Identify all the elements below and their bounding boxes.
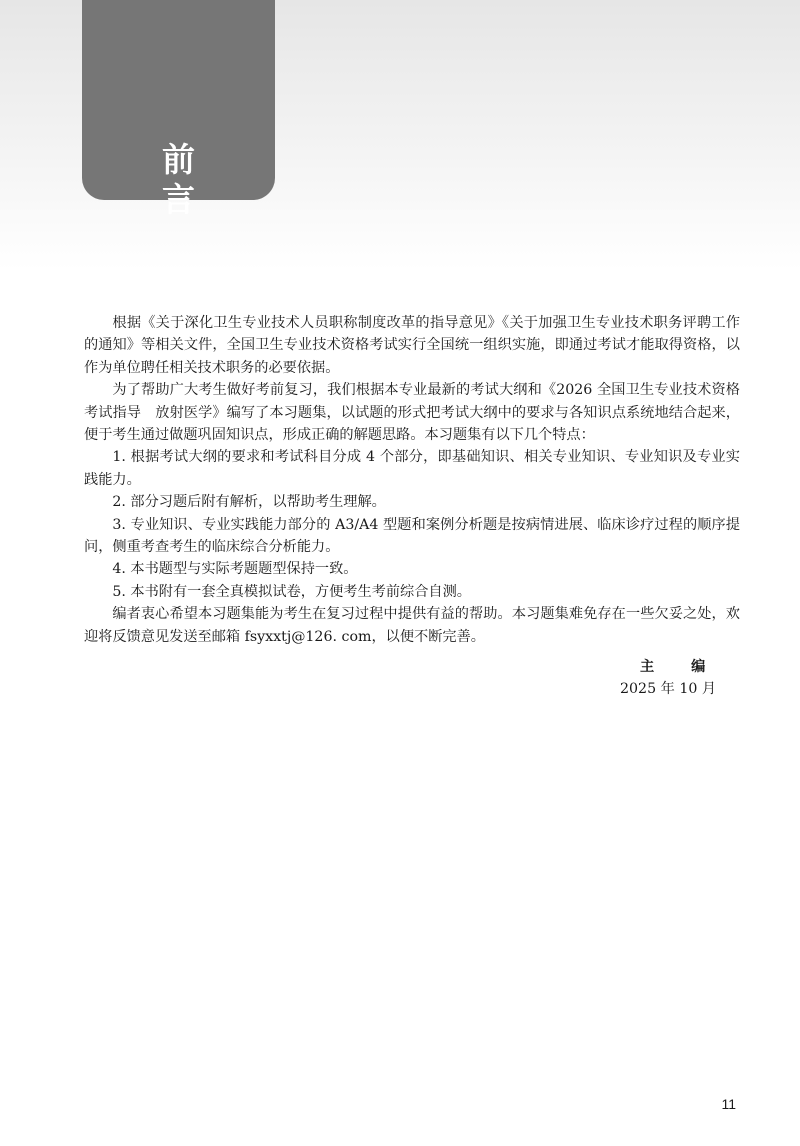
- editor-label: 主 编: [640, 659, 722, 675]
- feature-item-1: 1. 根据考试大纲的要求和考试科目分成 4 个部分，即基础知识、相关专业知识、专业知识及专业实践能力。: [84, 449, 740, 488]
- paragraph-intro: 根据《关于深化卫生专业技术人员职称制度改革的指导意见》《关于加强卫生专业技术职务评聘工作的通知》等相关文件，全国卫生专业技术资格考试实行全国统一组织实施，即通过考试才能取得资格，以作为单位聘任相关技术职务的必要依据。: [84, 315, 740, 376]
- feature-item-4: 4. 本书题型与实际考题题型保持一致。: [112, 561, 358, 578]
- feature-item-2: 2. 部分习题后附有解析，以帮助考生理解。: [112, 494, 386, 511]
- signature-date: 2025 年 10 月: [620, 681, 717, 698]
- feature-item-3: 3. 专业知识、专业实践能力部分的 A3/A4 型题和案例分析题是按病情进展、临床诊疗过程的顺序提问，侧重考查考生的临床综合分析能力。: [84, 516, 740, 556]
- page-title: 前 言: [162, 140, 225, 219]
- preface-body: [84, 312, 740, 648]
- title-tab: [82, 0, 275, 219]
- feature-item-5: 5. 本书附有一套全真模拟试卷，方便考生考前综合自测。: [112, 583, 471, 600]
- page-number: 11: [721, 1096, 736, 1112]
- signature-block: [600, 656, 730, 701]
- paragraph-closing: 编者衷心希望本习题集能为考生在复习过程中提供有益的帮助。本习题集难免存在一些欠妥之处，欢迎将反馈意见发送至邮箱 fsyxxtj@126. com，以便不断完善。: [84, 606, 740, 645]
- paragraph-purpose: 为了帮助广大考生做好考前复习，我们根据本专业最新的考试大纲和《2026 全国卫生专业技术资格考试指导 放射医学》编写了本习题集，以试题的形式把考试大纲中的要求与各知识点系统地结合起来，便于考生通过做题巩固知识点，形成正确的解题思路。本习题集有以下几个特点：: [84, 382, 740, 444]
